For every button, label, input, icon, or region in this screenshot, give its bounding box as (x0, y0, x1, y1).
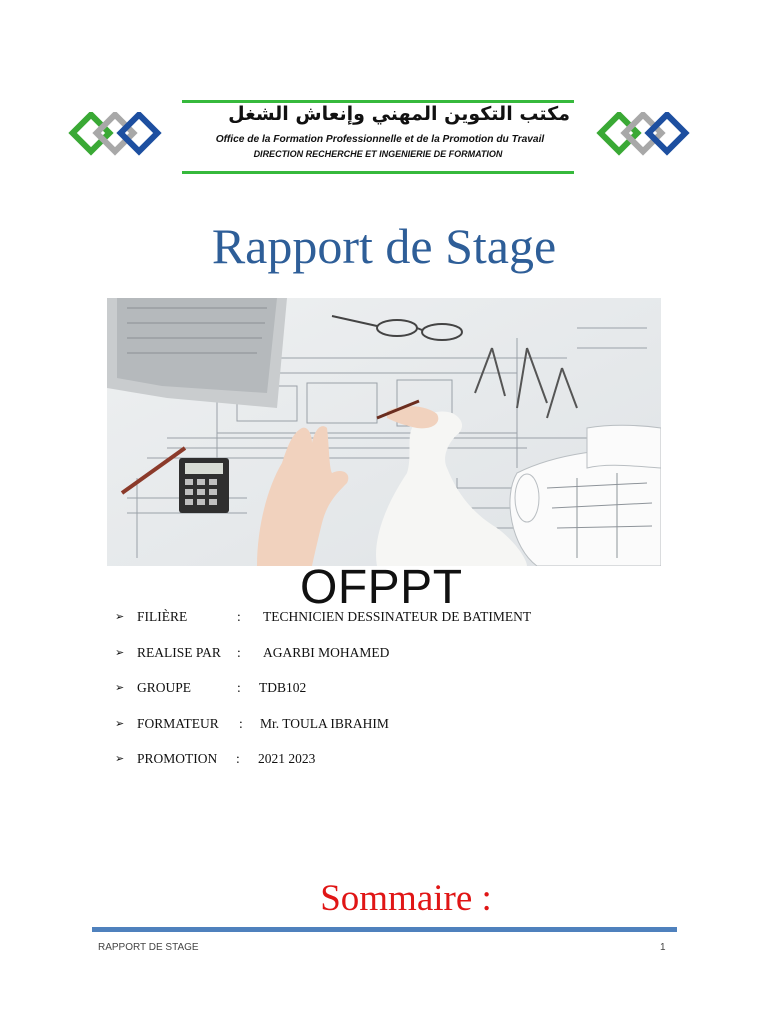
office-name: Office de la Formation Professionnelle et de la Promotion du Travail (215, 134, 545, 145)
banner-bottom-rule (182, 171, 574, 174)
ofppt-logo-right (594, 112, 692, 161)
bullet-arrow-icon: ➢ (115, 752, 125, 765)
info-row-promotion (115, 750, 675, 786)
info-row-formateur (115, 715, 675, 751)
direction-name: DIRECTION RECHERCHE ET INGENIERIE DE FORMATION (253, 149, 503, 159)
sommaire-heading: Sommaire : (320, 878, 492, 919)
page-number: 1 (660, 942, 666, 953)
ofppt-logo-text: OFPPT (300, 561, 463, 614)
info-label: PROMOTION (137, 751, 218, 766)
info-list (115, 608, 675, 786)
info-value: 2021 2023 (258, 751, 316, 766)
ofppt-banner (182, 100, 574, 174)
info-value: AGARBI MOHAMED (263, 644, 390, 660)
info-value: Mr. TOULA IBRAHIM (260, 715, 389, 731)
footer-text: RAPPORT DE STAGE (98, 942, 199, 953)
info-label: GROUPE (137, 680, 192, 695)
footer-rule (92, 927, 677, 932)
arabic-title: مكتب التكوين المهني وإنعاش الشغل (228, 103, 570, 125)
bullet-arrow-icon: ➢ (115, 716, 125, 730)
bullet-arrow-icon: ➢ (115, 610, 125, 623)
info-colon: : (237, 609, 241, 624)
info-label: REALISE PAR (137, 644, 221, 660)
document-title: Rapport de Stage (211, 218, 557, 274)
info-row-realise-par (115, 644, 675, 680)
info-value: TDB102 (259, 680, 307, 695)
info-colon: : (237, 680, 241, 695)
info-colon: : (236, 751, 240, 766)
bullet-arrow-icon: ➢ (115, 681, 125, 694)
ofppt-header (60, 92, 700, 182)
info-label: FILIÈRE (137, 609, 188, 624)
info-colon: : (237, 644, 241, 660)
info-value: TECHNICIEN DESSINATEUR DE BATIMENT (263, 609, 532, 624)
info-row-filiere (115, 608, 675, 644)
info-row-groupe (115, 679, 675, 715)
bullet-arrow-icon: ➢ (115, 645, 125, 659)
info-label: FORMATEUR (137, 715, 219, 731)
ofppt-logo-left (66, 112, 164, 161)
info-colon: : (239, 715, 243, 731)
cover-photo (107, 298, 661, 566)
